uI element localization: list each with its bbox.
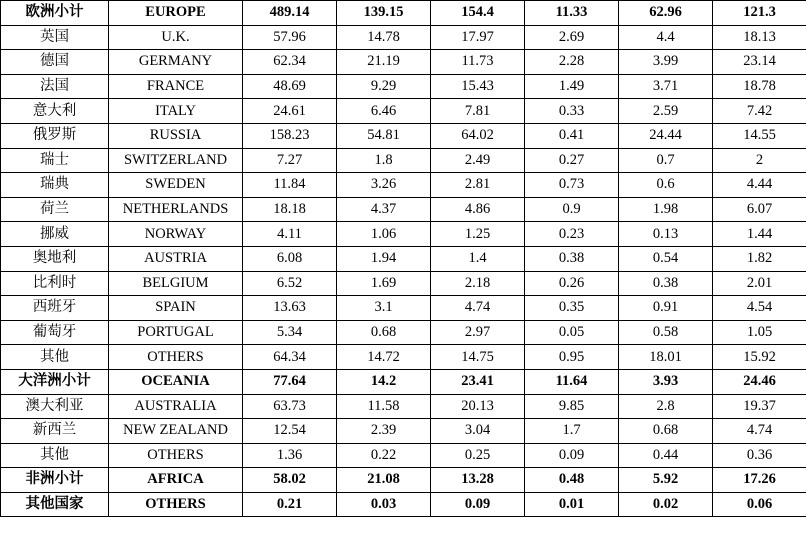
value-cell: 4.74 bbox=[431, 296, 525, 321]
value-cell: 0.6 bbox=[619, 173, 713, 198]
table-row bbox=[1, 369, 806, 394]
region-name-en: NORWAY bbox=[109, 222, 243, 247]
value-cell: 2.59 bbox=[619, 99, 713, 124]
value-cell: 0.73 bbox=[525, 173, 619, 198]
table-row bbox=[1, 320, 806, 345]
value-cell: 13.63 bbox=[243, 296, 337, 321]
region-name-cn: 荷兰 bbox=[1, 197, 109, 222]
table-row bbox=[1, 271, 806, 296]
value-cell: 0.48 bbox=[525, 468, 619, 493]
region-name-en: PORTUGAL bbox=[109, 320, 243, 345]
value-cell: 24.46 bbox=[713, 369, 806, 394]
value-cell: 14.72 bbox=[337, 345, 431, 370]
value-cell: 57.96 bbox=[243, 25, 337, 50]
value-cell: 0.68 bbox=[619, 419, 713, 444]
table-row bbox=[1, 345, 806, 370]
region-name-en: NETHERLANDS bbox=[109, 197, 243, 222]
value-cell: 18.13 bbox=[713, 25, 806, 50]
region-name-en: BELGIUM bbox=[109, 271, 243, 296]
value-cell: 6.07 bbox=[713, 197, 806, 222]
region-name-cn: 欧洲小计 bbox=[1, 1, 109, 26]
value-cell: 0.35 bbox=[525, 296, 619, 321]
table-body bbox=[1, 1, 806, 517]
value-cell: 0.26 bbox=[525, 271, 619, 296]
value-cell: 6.46 bbox=[337, 99, 431, 124]
value-cell: 1.8 bbox=[337, 148, 431, 173]
table-row bbox=[1, 173, 806, 198]
region-name-en: NEW ZEALAND bbox=[109, 419, 243, 444]
value-cell: 18.18 bbox=[243, 197, 337, 222]
table-row bbox=[1, 296, 806, 321]
value-cell: 62.34 bbox=[243, 50, 337, 75]
table-row bbox=[1, 468, 806, 493]
value-cell: 2.81 bbox=[431, 173, 525, 198]
value-cell: 0.44 bbox=[619, 443, 713, 468]
value-cell: 158.23 bbox=[243, 123, 337, 148]
value-cell: 12.54 bbox=[243, 419, 337, 444]
region-name-en: AUSTRALIA bbox=[109, 394, 243, 419]
region-name-cn: 比利时 bbox=[1, 271, 109, 296]
value-cell: 121.3 bbox=[713, 1, 806, 26]
region-name-en: EUROPE bbox=[109, 1, 243, 26]
region-name-cn: 大洋洲小计 bbox=[1, 369, 109, 394]
value-cell: 0.13 bbox=[619, 222, 713, 247]
table-row bbox=[1, 50, 806, 75]
value-cell: 0.25 bbox=[431, 443, 525, 468]
region-name-cn: 西班牙 bbox=[1, 296, 109, 321]
value-cell: 0.22 bbox=[337, 443, 431, 468]
value-cell: 0.33 bbox=[525, 99, 619, 124]
value-cell: 2.39 bbox=[337, 419, 431, 444]
value-cell: 23.41 bbox=[431, 369, 525, 394]
value-cell: 0.36 bbox=[713, 443, 806, 468]
value-cell: 6.08 bbox=[243, 246, 337, 271]
value-cell: 14.75 bbox=[431, 345, 525, 370]
value-cell: 2 bbox=[713, 148, 806, 173]
value-cell: 0.95 bbox=[525, 345, 619, 370]
value-cell: 13.28 bbox=[431, 468, 525, 493]
region-name-cn: 奥地利 bbox=[1, 246, 109, 271]
value-cell: 0.06 bbox=[713, 492, 806, 517]
value-cell: 14.78 bbox=[337, 25, 431, 50]
region-name-en: U.K. bbox=[109, 25, 243, 50]
value-cell: 15.92 bbox=[713, 345, 806, 370]
value-cell: 0.02 bbox=[619, 492, 713, 517]
region-name-cn: 其他 bbox=[1, 345, 109, 370]
region-name-en: OTHERS bbox=[109, 443, 243, 468]
region-name-cn: 德国 bbox=[1, 50, 109, 75]
value-cell: 11.73 bbox=[431, 50, 525, 75]
table-row bbox=[1, 74, 806, 99]
table-row bbox=[1, 492, 806, 517]
value-cell: 1.4 bbox=[431, 246, 525, 271]
table-row bbox=[1, 25, 806, 50]
table-row bbox=[1, 222, 806, 247]
table-row bbox=[1, 99, 806, 124]
value-cell: 3.1 bbox=[337, 296, 431, 321]
value-cell: 20.13 bbox=[431, 394, 525, 419]
table-row bbox=[1, 1, 806, 26]
value-cell: 2.49 bbox=[431, 148, 525, 173]
value-cell: 9.85 bbox=[525, 394, 619, 419]
table-row bbox=[1, 394, 806, 419]
value-cell: 11.64 bbox=[525, 369, 619, 394]
value-cell: 0.54 bbox=[619, 246, 713, 271]
value-cell: 0.23 bbox=[525, 222, 619, 247]
region-name-en: OCEANIA bbox=[109, 369, 243, 394]
value-cell: 0.01 bbox=[525, 492, 619, 517]
value-cell: 64.02 bbox=[431, 123, 525, 148]
value-cell: 0.38 bbox=[525, 246, 619, 271]
value-cell: 1.82 bbox=[713, 246, 806, 271]
value-cell: 0.03 bbox=[337, 492, 431, 517]
value-cell: 24.61 bbox=[243, 99, 337, 124]
value-cell: 77.64 bbox=[243, 369, 337, 394]
value-cell: 19.37 bbox=[713, 394, 806, 419]
value-cell: 0.09 bbox=[525, 443, 619, 468]
value-cell: 3.26 bbox=[337, 173, 431, 198]
value-cell: 23.14 bbox=[713, 50, 806, 75]
value-cell: 63.73 bbox=[243, 394, 337, 419]
region-name-en: ITALY bbox=[109, 99, 243, 124]
value-cell: 0.27 bbox=[525, 148, 619, 173]
value-cell: 154.4 bbox=[431, 1, 525, 26]
value-cell: 3.93 bbox=[619, 369, 713, 394]
value-cell: 62.96 bbox=[619, 1, 713, 26]
region-name-cn: 英国 bbox=[1, 25, 109, 50]
value-cell: 139.15 bbox=[337, 1, 431, 26]
value-cell: 1.05 bbox=[713, 320, 806, 345]
value-cell: 5.92 bbox=[619, 468, 713, 493]
value-cell: 14.55 bbox=[713, 123, 806, 148]
value-cell: 489.14 bbox=[243, 1, 337, 26]
value-cell: 18.01 bbox=[619, 345, 713, 370]
value-cell: 15.43 bbox=[431, 74, 525, 99]
value-cell: 7.27 bbox=[243, 148, 337, 173]
value-cell: 9.29 bbox=[337, 74, 431, 99]
table-row bbox=[1, 123, 806, 148]
value-cell: 2.28 bbox=[525, 50, 619, 75]
value-cell: 17.97 bbox=[431, 25, 525, 50]
value-cell: 4.4 bbox=[619, 25, 713, 50]
region-name-en: SWEDEN bbox=[109, 173, 243, 198]
region-name-cn: 其他 bbox=[1, 443, 109, 468]
value-cell: 4.74 bbox=[713, 419, 806, 444]
region-name-en: OTHERS bbox=[109, 492, 243, 517]
region-name-cn: 挪威 bbox=[1, 222, 109, 247]
value-cell: 1.36 bbox=[243, 443, 337, 468]
region-name-cn: 澳大利亚 bbox=[1, 394, 109, 419]
value-cell: 7.81 bbox=[431, 99, 525, 124]
table-row bbox=[1, 443, 806, 468]
region-name-en: AUSTRIA bbox=[109, 246, 243, 271]
value-cell: 0.7 bbox=[619, 148, 713, 173]
region-name-en: OTHERS bbox=[109, 345, 243, 370]
value-cell: 3.71 bbox=[619, 74, 713, 99]
region-name-cn: 俄罗斯 bbox=[1, 123, 109, 148]
value-cell: 18.78 bbox=[713, 74, 806, 99]
value-cell: 1.7 bbox=[525, 419, 619, 444]
value-cell: 58.02 bbox=[243, 468, 337, 493]
value-cell: 1.25 bbox=[431, 222, 525, 247]
value-cell: 1.94 bbox=[337, 246, 431, 271]
region-name-cn: 瑞士 bbox=[1, 148, 109, 173]
value-cell: 0.68 bbox=[337, 320, 431, 345]
region-name-cn: 意大利 bbox=[1, 99, 109, 124]
region-name-cn: 法国 bbox=[1, 74, 109, 99]
table-row bbox=[1, 197, 806, 222]
region-name-cn: 其他国家 bbox=[1, 492, 109, 517]
value-cell: 24.44 bbox=[619, 123, 713, 148]
value-cell: 0.91 bbox=[619, 296, 713, 321]
region-name-en: AFRICA bbox=[109, 468, 243, 493]
value-cell: 0.58 bbox=[619, 320, 713, 345]
value-cell: 17.26 bbox=[713, 468, 806, 493]
region-name-cn: 葡萄牙 bbox=[1, 320, 109, 345]
region-name-en: FRANCE bbox=[109, 74, 243, 99]
value-cell: 1.69 bbox=[337, 271, 431, 296]
value-cell: 48.69 bbox=[243, 74, 337, 99]
region-name-en: SPAIN bbox=[109, 296, 243, 321]
value-cell: 1.98 bbox=[619, 197, 713, 222]
value-cell: 11.84 bbox=[243, 173, 337, 198]
value-cell: 1.44 bbox=[713, 222, 806, 247]
value-cell: 0.9 bbox=[525, 197, 619, 222]
value-cell: 21.19 bbox=[337, 50, 431, 75]
value-cell: 4.86 bbox=[431, 197, 525, 222]
value-cell: 2.01 bbox=[713, 271, 806, 296]
value-cell: 1.06 bbox=[337, 222, 431, 247]
value-cell: 0.38 bbox=[619, 271, 713, 296]
value-cell: 4.37 bbox=[337, 197, 431, 222]
value-cell: 2.69 bbox=[525, 25, 619, 50]
region-name-en: RUSSIA bbox=[109, 123, 243, 148]
value-cell: 2.18 bbox=[431, 271, 525, 296]
region-name-cn: 瑞典 bbox=[1, 173, 109, 198]
value-cell: 5.34 bbox=[243, 320, 337, 345]
value-cell: 64.34 bbox=[243, 345, 337, 370]
value-cell: 1.49 bbox=[525, 74, 619, 99]
value-cell: 14.2 bbox=[337, 369, 431, 394]
table-row bbox=[1, 246, 806, 271]
value-cell: 21.08 bbox=[337, 468, 431, 493]
region-name-en: GERMANY bbox=[109, 50, 243, 75]
value-cell: 6.52 bbox=[243, 271, 337, 296]
table-row bbox=[1, 148, 806, 173]
value-cell: 3.04 bbox=[431, 419, 525, 444]
value-cell: 2.97 bbox=[431, 320, 525, 345]
value-cell: 0.05 bbox=[525, 320, 619, 345]
value-cell: 11.33 bbox=[525, 1, 619, 26]
value-cell: 0.21 bbox=[243, 492, 337, 517]
value-cell: 2.8 bbox=[619, 394, 713, 419]
table-row bbox=[1, 419, 806, 444]
region-name-cn: 新西兰 bbox=[1, 419, 109, 444]
region-name-en: SWITZERLAND bbox=[109, 148, 243, 173]
value-cell: 4.11 bbox=[243, 222, 337, 247]
value-cell: 11.58 bbox=[337, 394, 431, 419]
value-cell: 4.44 bbox=[713, 173, 806, 198]
value-cell: 0.09 bbox=[431, 492, 525, 517]
value-cell: 0.41 bbox=[525, 123, 619, 148]
value-cell: 3.99 bbox=[619, 50, 713, 75]
value-cell: 7.42 bbox=[713, 99, 806, 124]
region-name-cn: 非洲小计 bbox=[1, 468, 109, 493]
value-cell: 4.54 bbox=[713, 296, 806, 321]
value-cell: 54.81 bbox=[337, 123, 431, 148]
